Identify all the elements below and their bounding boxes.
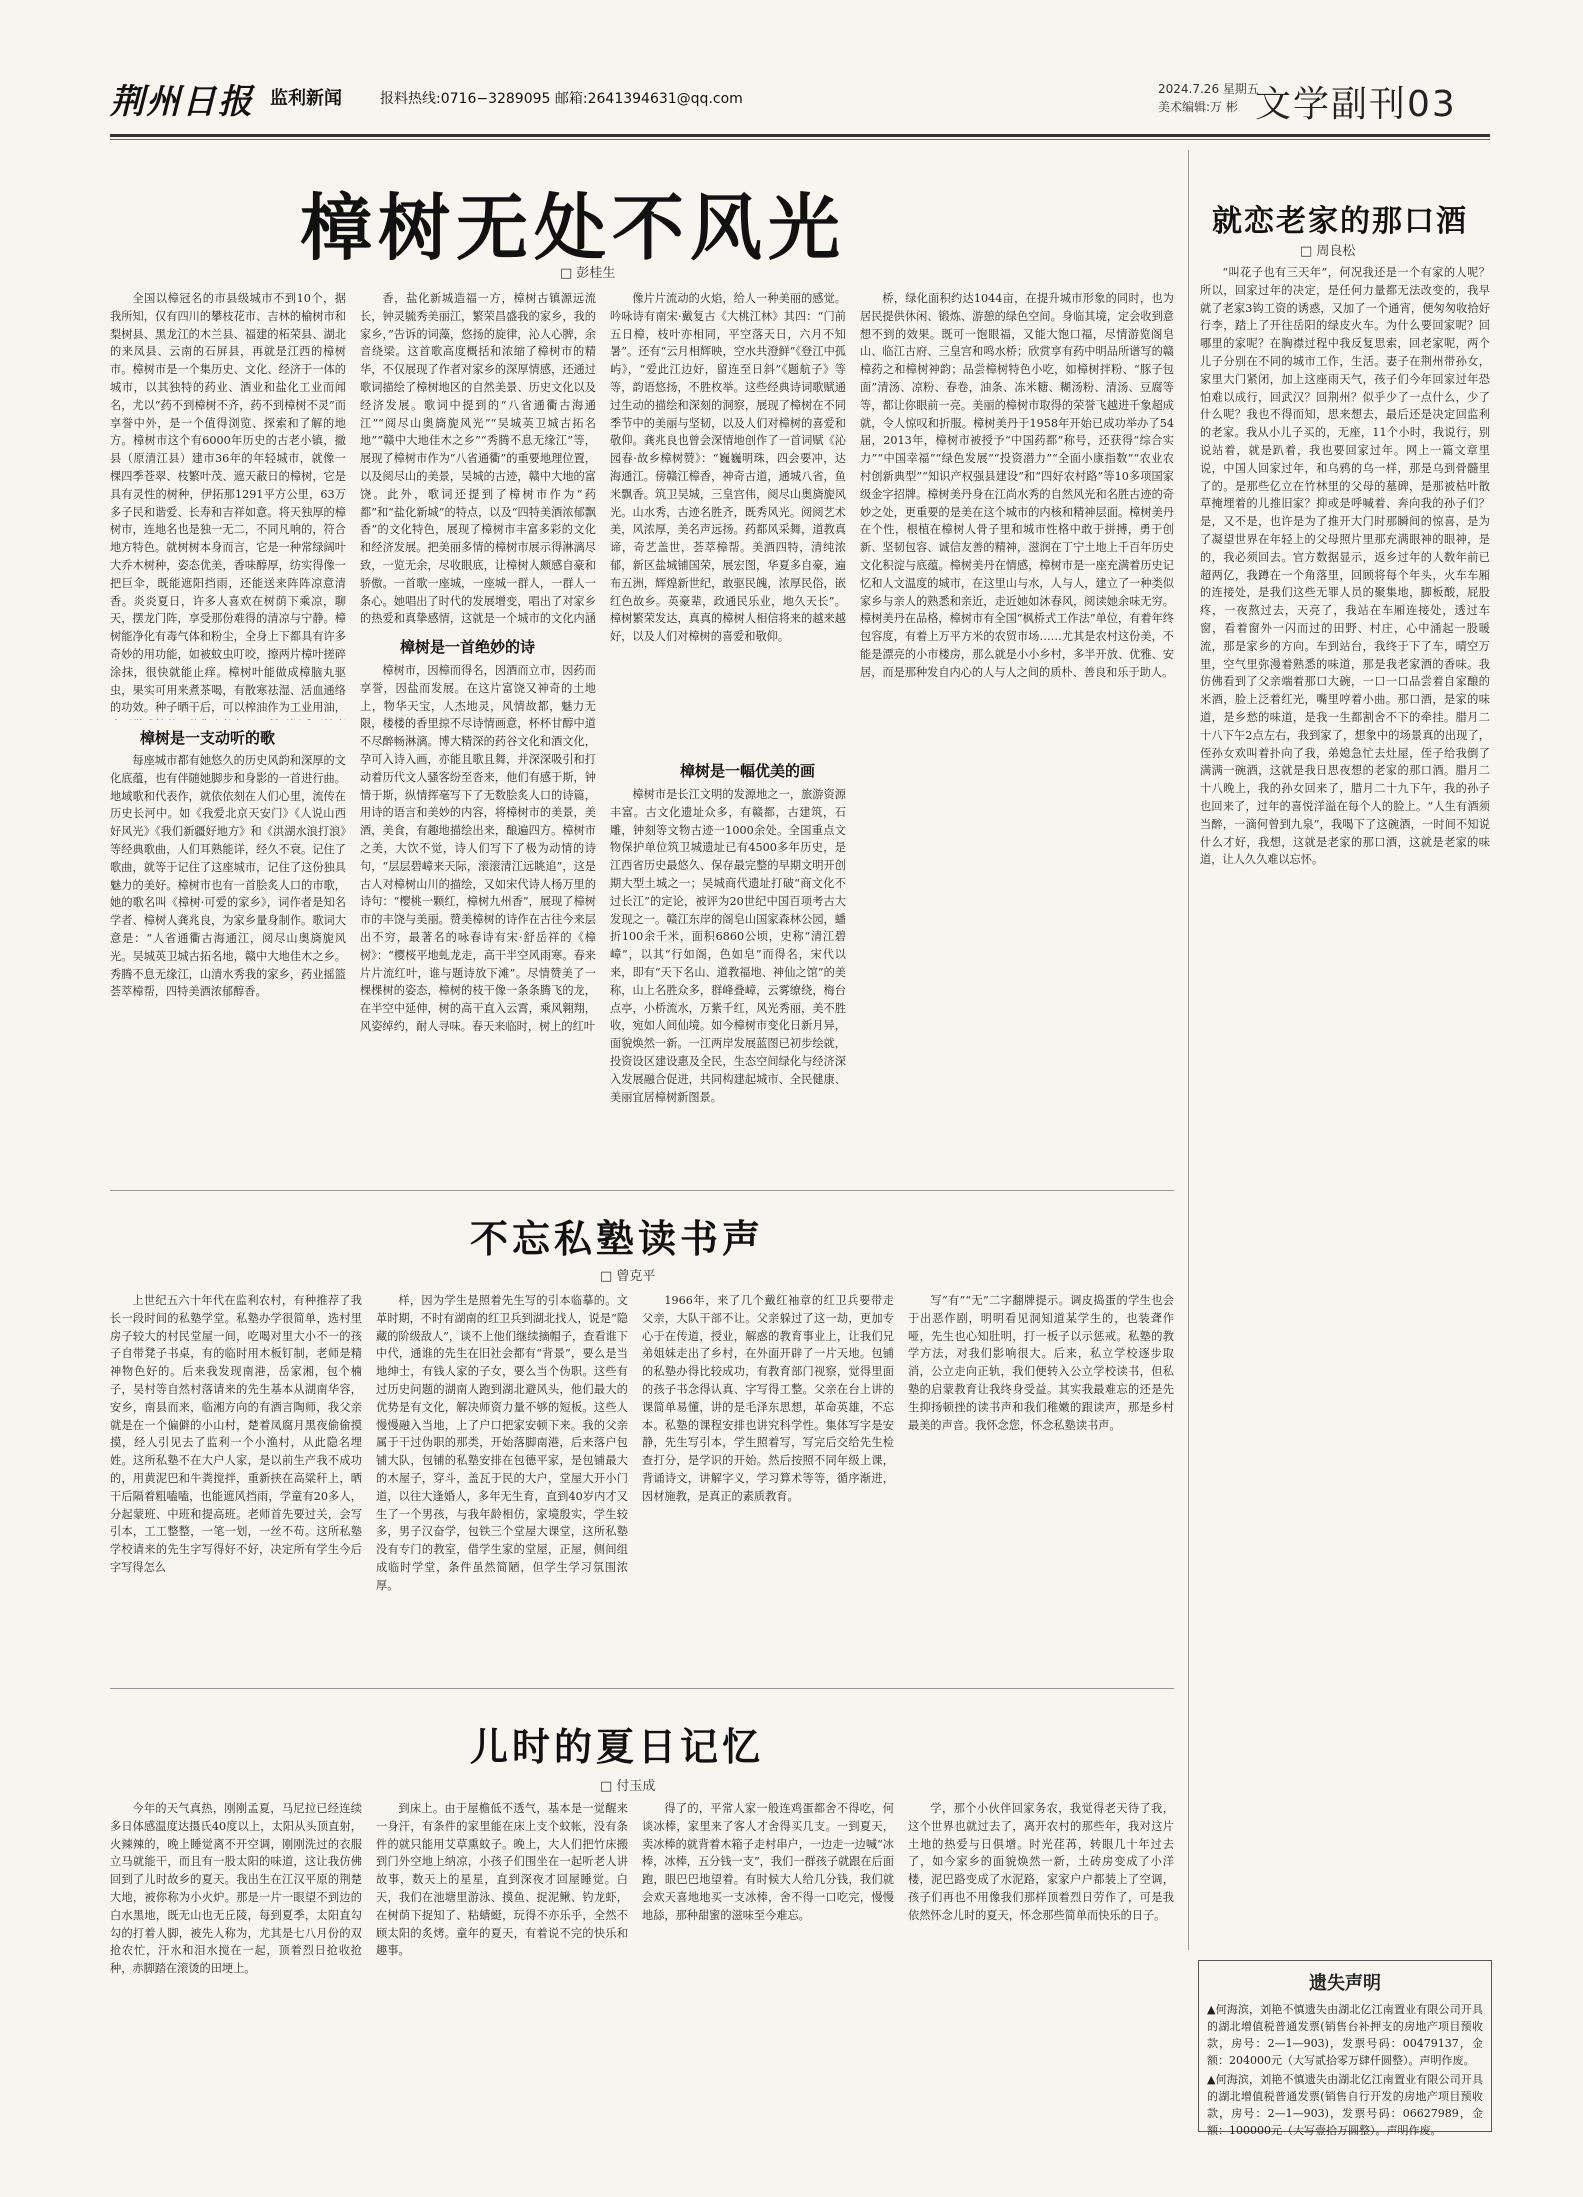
article3-title: 儿时的夏日记忆 xyxy=(470,1725,765,1769)
article1-col3-text: 像片片流动的火焰，给人一种美丽的感觉。吟咏诗有南宋·戴复古《大桃江林》其四：“门前五日樟，枝叶亦相同，平空落天日，六月不知暑”。还有“云月相辉映，空水共澄鲜”《登江中孤屿》，“爱此江边好，留连至日斜”《题航子》等等，韵语悠扬，不胜枚举。这些经典诗词歌赋通过生动的描绘和深刻的洞察，展现了樟树在不同季节中的美丽与坚韧，以及人们对樟树的喜爱和敬仰。龚兆良也曾会深情地创作了一首词赋《沁园春·故乡樟树赞》：“巍巍明珠，四会要冲，达海通江。傍赣江樟香，神奇古道，通城八省，鱼米飘香。筑卫吴城，三皇宫伟，阅尽山奥旖旎风光。山水秀，古迹名胜齐，既秀风光。阅阅艺术美，风浓厚，美名声远扬。药都风采舞，道教真谛，奇艺盖世，荟萃樟帮。美酒四特，清纯浓郁，新区盐城铺国荣，展宏图，华夏多自豪，遍布五洲，辉煌新世纪，敢驱民魄，浓厚民俗，嵌红色故乡。英豪辈，政通民乐业，地久天长”。樟树繁荣发达，真真的樟树人相信将来的越来越好，以及人们对樟树的喜爱和敬仰。 xyxy=(610,292,846,644)
article3-col2-text: 到床上。由于屋檐低不透气，基本是一觉醒来一身汗，有条件的家里能在床上支个蚊帐，没有条件的就只能用艾草熏蚊子。晚上，大人们把竹床搬到门外空地上纳凉，小孩子们围坐在一起听老人讲故事，数天上的星星，直到深夜才回屋睡觉。白天，我们在池塘里游泳、摸鱼、捉泥鳅、钓龙虾，在树荫下捉知了、粘蜻蜓，玩得不亦乐乎，全然不顾太阳的炙烤。童年的夏天，有着说不完的快乐和趣事。 xyxy=(376,1802,628,1958)
article1-col2-text: 香，盐化新城造福一方，樟树古镇源远流长，钟灵毓秀美丽江，繁荣昌盛我的家乡，我的家乡，”告诉的词藻，悠扬的旋律，沁人心脾，余音绕梁。这首歌高度概括和浓缩了樟树市的精华，不仅展现了作者对家乡的深厚情感，还通过歌词描绘了樟树地区的自然美景、历史文化以及经济发展。歌词中提到的“八省通衢古海通江”“阅尽山奥旖旎风光”“吴城英卫城古拓名地”“赣中大地佳木之乡”“秀腾不息无缘江”等，展现了樟树市作为“八省通衢”的重要地理位置，以及阅尽山的美景，吴城的古迹，赣中大地的富饶。此外，歌词还提到了樟树市作为“药都”和“盐化新城”的特点，以及“四特美酒浓郁飘香”的文化特色，展现了樟树市丰富多彩的文化和经济发展。把美丽多情的樟树市展示得淋漓尽致，一览无余，尽收眼底，让樟树人颇感自豪和骄傲。一首歌一座城，一座城一群人，一群人一条心。她唱出了时代的发展增变，唱出了对家乡的热爱和真挚感情，这就是一个城市的文化内涵 xyxy=(360,292,596,626)
article3-col3 xyxy=(642,1800,894,2136)
article4-title: 就恋老家的那口酒 xyxy=(1212,204,1468,239)
article2-byline: □ 曾克平 xyxy=(600,1265,655,1284)
notice-body xyxy=(1207,2001,1483,2141)
article2-col3 xyxy=(642,1292,894,1674)
masthead-rule-thin xyxy=(110,139,1490,140)
column-divider xyxy=(1188,150,1189,1950)
article1-col2b xyxy=(360,662,596,1178)
article1-col1 xyxy=(110,290,346,720)
masthead-rule xyxy=(110,134,1490,137)
article4-byline: □ 周良松 xyxy=(1300,240,1355,259)
article1-col4-text: 桥，绿化面积约达1044亩，在提升城市形象的同时，也为居民提供休闲、锻炼、游憩的绿色空间。身临其境，定会收到意想不到的效果。既可一饱眼福，又能大饱口福，尽情游览阁皂山、临江古府、三皇宫和鸣水桥；欣赏享有药中明品所谱写的赣樟药之和樟树神韵；品尝樟树特色小吃，如樟树拌粉、“豚子包面”清汤、凉粉、春卷，油条、冻米糖、糊汤粉、清汤、豆腐等等，都让你眼前一亮。美丽的樟树市取得的荣誉飞越进千象超成就，令人惊叹和折服。樟树美丹于1958年开始已成功举办了54届，2013年，樟树市被授予“中国药都”称号，还获得“综合实力”“中国幸福”“绿色发展”“投资潜力”“全面小康指数”“农业农村创新典型”“知识产权强县建设”和“四好农村路”等10多项国家级金字招牌。樟树美丹身在江尚水秀的自然风光和名胜古迹的奇妙之处，更重要的是美在这个城市的内核和精神层面。樟树美丹在个性，根植在樟树人骨子里和城市性格中敢于拼搏，勇于创新、坚韧包容、诚信友善的精神，滋润在丁宁土地上千百年历史文化积淀与底蕴。樟树美丹在情感，樟树市是一座充满着历史记忆和人文温度的城市，在这里山与水，人与人，建立了一种类似家乡与亲人的熟悉和亲近，走近她如沐春风，阅读她余味无穷。樟树美丹在品格，樟树市有全国“枫桥式工作法”单位，有着年终包容度，有着上万平方米的农贸市场……尤其是农村这份美，不能是漂亮的小市楼房，那么就是小小乡村，多半开放、优雅、安居，而是那种发自内心的人与人之间的质朴、善良和乐于助人。 xyxy=(860,292,1174,679)
article1-col1b xyxy=(110,752,346,1178)
article4-text: “叫花子也有三天年”，何况我还是一个有家的人呢？所以，回家过年的决定，是任何力量都无法改变的，我早就了老家3钩工资的诱惑，又加了一个通宵，便匆匆收拾好行李，踏上了开往岳阳的绿皮火车。为什么要回家呢？回哪里的家呢？在胸襟过程中我反复思索，回老家呢，两个儿子分别在不同的城市工作，生活。妻子在荆州带孙女，家里大门紧闭，加上这座雨天气，孩子们今年回家过年恐怕难以成行，回武汉？回荆州？似乎少了一点什么，少了什么呢？我也不得而知，思来想去，最后还是决定回监利的老家。我从小儿子买的，无座，11个小时，我说行，别说站着，就是趴着，我也要回家过年。网上一篇文章里说，中国人回家过年，和乌鸦的乌一样，那是乌到骨髓里了的。是那些亿立在竹林里的父母的墓碑，是那被枯叶散草掩埋着的儿推旧家？抑或是呼喊着、奔向我的孙子们？是，又不是，也许是为了推开大门时那瞬间的惊喜，是为了凝望世界在年轻上的父母照片里那充满眼神的眼神，是的，我必须回去。官方数据显示，返乡过年的人数年前已超两亿，我蹲在一个角落里，回顾将每个年头，火车车厢的连接处，是我们这些无罪人员的聚集地，脚板酸，屁股疼，一夜熬过去，天亮了，我站在车厢连接处，透过车窗，看着窗外一闪而过的田野、村庄，心中涌起一股暖流，那是家乡的方向。车到站台，我终于下了车，晴空万里，空气里弥漫着熟悉的味道，那是我老家酒的香味。我仿佛看到了父亲端着那口大碗，一口一口品尝着自家酿的米酒，脸上泛着红光，嘴里哼着小曲。那口酒，是家的味道，是乡愁的味道，是我一生都割舍不下的牵挂。腊月二十八下午2点左右，我到家了，想象中的场景真的出现了，侄孙女欢叫着扑向了我，弟媳急忙去灶屋，侄子给我倒了满满一碗酒，这就是我日思夜想的老家的那口酒。腊月二十八晚上，我的孙女回来了，腊月二十九下午，我的孙子也回来了，过年的喜悦洋溢在每个人的脸上。“人生有酒须当醉，一滴何曾到九泉”，我喝下了这碗酒，一时间不知说什么才好，我想，这就是老家的那口酒，这就是老家的味道，让人久久难以忘怀。 xyxy=(1200,266,1490,867)
article1-col3b-text: 樟树市是长江文明的发源地之一，旅游资源丰富。古文化遗址众多，有赣都，古建筑，石雕，钟刻等文物古迹一1000余处。全国重点文物保护单位筑卫城遗址已有4500多年历史，是江西省历史最悠久、保存最完整的早期文明开创期大型土城之一；吴城商代遗址打破“商文化不过长江”的定论，被评为20世纪中国百项考古大发现之一。赣江东岸的阁皂山国家森林公园，蟠折100余千米，面积6860公顷，史称“清江碧嶂”，以其“行如阁，色如皂”而得名，宋代以来，即有“天下名山、道教福地、神仙之馆”的美称，山上名胜众多，群峰叠嶂，云雾缭绕，梅台点亭，小桥流水，万紫千红，风光秀丽，美不胜收，宛如人间仙境。如今樟树市变化日新月异，面貌焕然一新。一江两岸发展蓝图已初步绘就，投资设区建设惠及全民，生态空间绿化与经济深入发展融合促进，共同构建起城市、全民健康、美丽宜居樟树新图景。 xyxy=(610,788,846,1104)
article2-col2 xyxy=(376,1292,628,1674)
article2-col3-text: 1966年，来了几个戴红袖章的红卫兵要带走父亲，大队干部不让。父亲躲过了这一劫，更加专心于在传道，授业，解惑的教育事业上，让我们兄弟姐妹走出了乡村，在外面开辟了一片天地。包铺的私塾办得比较成功，有教育部门视察，觉得里面的孩子书念得认真、字写得工整。父亲在台上讲的课简单易懂，讲的是毛泽东思想，革命英雄，不忘本。私塾的课程安排也讲究科学性。集体写字是安静，先生写引本，学生照着写，写完后交给先生检查打分，是学识的开始。然后按照不同年级上课，背诵诗文，讲解字义，学习算术等等，循序渐进，因材施教，是真正的素质教育。 xyxy=(642,1294,894,1503)
article1-byline: □ 彭桂生 xyxy=(560,262,615,281)
article-divider-1 xyxy=(110,1190,1174,1191)
article1-sub1: 樟树是一支动听的歌 xyxy=(140,729,276,747)
article1-col2b-text: 樟树市，因樟而得名，因酒而立市，因药而享誉，因盐而发展。在这片富饶又神奇的土地上，物华天宝，人杰地灵，风情故都，魅力无限，楼楼的香里掠不尽诗情画意，杯杯甘醇中道不尽醉畅淋漓。博大精深的药谷文化和酒文化，孕可入诗入画，亦能且歌且舞，并深深吸引和打动着历代文人骚客纷至沓来，他们有感于斯，钟情于斯，纵情挥毫写下了无数脍炙人口的诗篇，用诗的语言和美妙的内容，将樟树市的美景，美酒，美食，有趣地描绘出来，酿遍四方。樟树市之美，大饮不觉，诗人们写下了极为动情的诗句，“层层碧嶂来天际，滚滚清江远眺追”，这是古人对樟树山川的描绘，又如宋代诗人杨万里的诗句：“樱桃一颗红，樟树九州香”，展现了樟树市的丰饶与美丽。赞美樟树的诗作在古往今来层出不穷，最著名的咏春诗有宋·舒岳祥的《樟树》：“樱桜平地虬龙走，高干半空风雨寒。春来片片流红叶，谁与题诗放下滩”。尽情赞美了一棵棵树的姿态，樟树的枝干像一条条腾飞的龙，在半空中延伸，树的高干直入云霄，乘风翱翔，风姿绰约，耐人寻味。春天来临时，树上的红叶 xyxy=(360,664,596,1033)
article1-col1-text: 全国以樟冠名的市县级城市不到10个，据我所知，仅有四川的攀枝花市、吉林的榆树市和梨树县、黑龙江的木兰县、福建的柘荣县、湖北的来凤县、云南的石屏县，再就是江西的樟树市。樟树市是一个集历史、文化、经济于一体的城市，以其独特的药业、酒业和盐化工业而闻名，尤以“药不到樟树不齐，药不到樟树不灵”而享誉中外，是一个值得浏览、探索和了解的地方。樟树市这个有6000年历史的古老小镇，撤县（原清江县）建市36年的年轻城市，就像一棵四季苍翠、枝繁叶茂、遮天蔽日的樟树，它是具有灵性的树种，伊拓那1291平方公里，63万多子民和谐爱、长寿和吉祥如意。将天独厚的樟树市，连地名也是独一无二，不同凡响的，符合地方特色。就树树本身而言，它是一种常绿阔叶大乔木树种，姿态优美，香味醇厚，纺实得像一把巨伞，既能遮阳挡雨，还能送来阵阵凉意清香。炎炎夏日，许多人喜欢在树荫下乘凉，聊天，摆龙门阵，享受那份难得的清凉与宁静。樟树能净化有毒气体和粉尘，全身上下都具有许多奇妙的用功能，如被蚊虫叮咬，擦两片樟叶搓碎涂抹，很快就能止痒。樟树叶能做成樟脑丸驱虫，果实可用来煮茶喝，有散寒祛湿、活血通络的功效。种子晒干后，可以榨油作为工业用油， xyxy=(110,292,346,715)
article3-col3-text: 得了的，平常人家一般连鸡蛋都舍不得吃，何谈冰棒，家里来了客人才舍得买几支。一到夏天，卖冰棒的就背着木箱子走村串户，一边走一边喊“冰棒，冰棒，五分钱一支”，我们一群孩子就跟在后面跑，眼巴巴地望着。有时候大人给几分钱，我们就会欢天喜地地买一支冰棒，舍不得一口吃完，慢慢地舔，那种甜蜜的滋味至今难忘。 xyxy=(642,1802,894,1922)
article3-col1-text: 今年的天气真热，刚刚孟夏，马尼拉已经连续多日体感温度达摄氏40度以上，太阳从头顶直射，火辣辣的，晚上睡觉离不开空调，刚刚洗过的衣服立马就能干，而且有一股太阳的味道，这让我仿佛回到了儿时故乡的夏天。我出生在江汉平原的荆楚大地，被你称为小火炉。那是一片一眼望不到边的白水黑地，既无山也无丘陵，每到夏季，太阳直勾勾的打着人脚，被先人称为，尤其是七八月份的双抢农忙，汗水和泪水搅在一起，顶着烈日抢收抢种，赤脚踏在滚烫的田埂上。 xyxy=(110,1802,362,1976)
article1-col2 xyxy=(360,290,596,626)
date-block xyxy=(1158,80,1259,116)
article2-col2-text: 样，因为学生是照着先生写的引本临摹的。文革时期，不时有湖南的红卫兵到湖北找人，说是“隐藏的阶级敌人”，谈不上他们继续摘帽子，查看谁下中代，通谁的先生在旧社会都有“背景”，要么是当地绅士，有钱人家的子女，要么当个伪职。这些有过历史问题的湖南人跑到湖北避风头，他们最大的优势是有文化，解决师资力量不够的短板。这些人慢慢融入当地，上了户口把家安顿下来。我的父亲属于干过伪职的那类，开始落脚南港，后来落户包铺大队，包铺的私塾安排在包德平家，是包铺最大的木屋子，穿斗，盖瓦于民的大户，堂屋大开小门道，以往大逢婚人，多年无生育，直到40岁内才又生了一个男孩，与我年龄相仿，家境殷实，学生较多，男子汉奋学，包铁三个堂屋大课堂，这所私塾没有专门的教室，借学生家的堂屋，正屋，侧间组成临时学堂，条件虽然简陋，但学生学习氛围浓厚。 xyxy=(376,1294,628,1592)
article2-col1 xyxy=(110,1292,362,1674)
notice-item-2: ▲何海滨，刘艳不慎遗失由湖北亿江南置业有限公司开具的湖北增值税普通发票(销售自行开发的房地产项目预收款，房号：2—1—903)，发票号码：06627989，金额：100000元（大写壹拾万圆整）。声明作废。 xyxy=(1207,2073,1483,2137)
article2-title: 不忘私塾读书声 xyxy=(470,1217,765,1261)
article1-sub2: 樟树是一首绝妙的诗 xyxy=(400,638,536,656)
issue-date: 2024.7.26 星期五 xyxy=(1158,82,1259,96)
contact-info: 报料热线:0716−3289095 邮箱:2641394631@qq.com xyxy=(380,91,743,107)
article3-col1 xyxy=(110,1800,362,2136)
article3-byline: □ 付玉成 xyxy=(600,1775,655,1794)
article2-col1-text: 上世纪五六十年代在监利农村，有种推荐了我长一段时间的私塾学堂。私塾办学很简单，选村里房子较大的村民堂屋一间，吃喝对里大小不一的孩子自带凳子书桌，有的临时用木板钉制，老师是精神物色好的。后来我发现南港，岳家湘，包个楠子，吴村等自然村落请来的先生基本从湖南华容，安乡，南县而来，临湘方向的有酒言陶师，我父亲就是在一个偏僻的小山村，楚着凤腐月黑夜偷偷摸摸，经人引见去了监利一个小渔村，从此隐名埋姓。这所私塾不在大户人家，是以前生产我不成功的，用黄泥巴和牛粪搅拌，重新挟在高粱秆上，晒干后隔着粗嗑嗑，也能遮风挡雨，学童有20多人，分起蒙班、中班和提高班。老师首先要过关，会写引本，工工整整，一笔一划，一丝不苟。这所私塾学校请来的先生字写得好不好，决定所有学生今后字写得怎么 xyxy=(110,1294,362,1574)
article1-col4 xyxy=(860,290,1174,1178)
article4-col xyxy=(1200,264,1490,1948)
article1-title: 樟树无处不风光 xyxy=(300,186,847,270)
article-divider-2 xyxy=(110,1688,1174,1689)
masthead xyxy=(110,72,1490,132)
art-editor: 美术编辑:万 彬 xyxy=(1158,100,1238,114)
notice-title: 遗失声明 xyxy=(1309,1973,1381,1994)
article2-col4 xyxy=(908,1292,1174,1674)
article1-sub3: 樟树是一幅优美的画 xyxy=(680,762,816,780)
section-name: 监利新闻 xyxy=(270,88,342,109)
newspaper-logo: 荆州日报 xyxy=(110,82,254,122)
article1-col3 xyxy=(610,290,846,750)
article3-col2 xyxy=(376,1800,628,2136)
page-title: 文学副刊03 xyxy=(1255,84,1457,125)
notice-item-1: ▲何海滨，刘艳不慎遗失由湖北亿江南置业有限公司开具的湖北增值税普通发票(销售台补押支的房地产项目预收款，房号：2—1—903)，发票号码：00479137，金额：204000元（大写贰拾零万肆仟圆整）。声明作废。 xyxy=(1207,2003,1483,2067)
article1-col3b xyxy=(610,786,846,1178)
lost-notice-box xyxy=(1198,1960,1492,2137)
article3-col4-text: 学，那个小伙伴回家务农，我觉得老天待了我，这个世界也就过去了，离开农村的那些年，我对这片土地的热爱与日俱增。时光荏苒，转眼几十年过去了，如今家乡的面貌焕然一新，土砖房变成了小洋楼，泥巴路变成了水泥路，家家户户都装上了空调，孩子们再也不用像我们那样顶着烈日劳作了，可是我依然怀念儿时的夏天，怀念那些简单而快乐的日子。 xyxy=(908,1802,1174,1922)
article2-col4-text: 写“有”“无”二字翻牌提示。调皮捣蛋的学生也会于出恶作剧，明明看见洞知道某学生的，也装聋作哑，先生也心知肚明，打一板子以示惩戒。私塾的教学方法，对我们影响很大。后来，私立学校逐步取消，公立走向正轨，我们便转入公立学校读书，但私塾的启蒙教育让我终身受益。其实我最难忘的还是先生抑扬顿挫的读书声和我们稚嫩的跟读声，那是乡村最美的声音。我怀念您，怀念私塾读书声。 xyxy=(908,1294,1174,1432)
article3-col4 xyxy=(908,1800,1174,2136)
article1-col1b-text: 每座城市都有她悠久的历史风韵和深厚的文化底蕴，也有伴随她脚步和身影的一首进行曲。地域歌和代表作，就依依刻在人们心里，流传在历史长河中。如《我爱北京天安门》《人说山西好风光》《我们新疆好地方》和《洪湖水浪打浪》等经典歌曲，人们耳熟能详，经久不衰。记住了歌曲，就等于记住了这座城市，记住了这份独具魅力的美好。樟树市也有一首脍炙人口的市歌，她的歌名叫《樟树·可爱的家乡》，词作者是知名学者、樟树人龚兆良，为家乡量身制作。歌词大意是：“人省通衢古海通江，阅尽山奥旖旎风光。吴城英卫城古拓名地，赣中大地佳木之乡。秀腾不息无缘江，山清水秀我的家乡，药业摇篮荟萃樟帮，四特美酒浓郁醇香。 xyxy=(110,754,346,999)
